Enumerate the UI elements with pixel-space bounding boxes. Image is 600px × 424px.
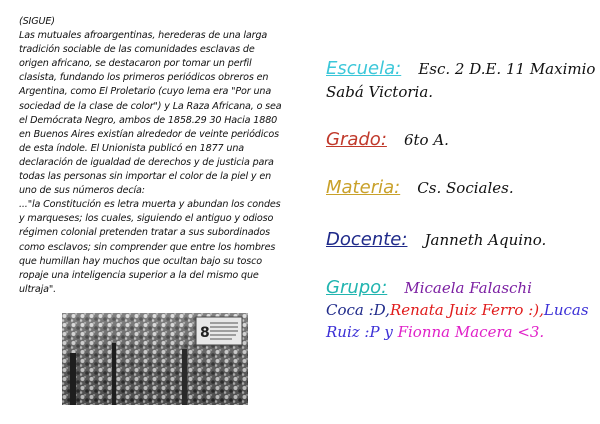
grupo-member-fionna: Fionna Macera <3. [397, 323, 545, 341]
grupo-member-micaela: Micaela Falaschi [404, 279, 532, 297]
docente-row [326, 229, 546, 250]
escuela-label: Escuela: [326, 58, 402, 79]
grupo-member-coca: Coca :D, [326, 301, 390, 319]
materia-row [326, 177, 514, 198]
grupo-line3 [326, 323, 544, 341]
grupo-member-renata: Renata Juiz Ferro :), [389, 301, 544, 319]
grupo-member-ruiz: Ruiz :P y [326, 323, 398, 341]
grupo-row [326, 277, 532, 298]
escuela-value-line1: Esc. 2 D.E. 11 Maximio [418, 60, 596, 78]
grado-label: Grado: [326, 129, 387, 150]
grado-row [326, 129, 449, 150]
article-paragraph: Las mutuales afroargentinas, herederas de una larga tradición sociable de las comunidades esclavas de origen africano, se destacaron por tomar un perfil clasista, fundando los primeros periódicos obreros en Argentina, como El Proletario (cuyo lema era "Por una sociedad de la clase de color") y La Raza Africana, o sea el Demócrata Negro, ambos de 1858.29 30 Hacia 1880 en Buenos Aires existían alrededor de veinte periódicos de esta índole. El Unionista publicó en 1877 una declaración de igualdad de derechos y de justicia para todas las personas sin importar el color de la piel y en uno de sus números decía: [19, 30, 282, 197]
grupo-label: Grupo: [326, 277, 388, 298]
grado-value: 6to A. [403, 131, 449, 149]
docente-value: Janneth Aquino. [424, 231, 547, 249]
escuela-row [326, 58, 595, 79]
escuela-value-line2: Sabá Victoria. [326, 83, 434, 101]
grupo-member-lucas: Lucas [543, 301, 589, 319]
sigue-label: (SIGUE) [19, 16, 55, 27]
article-text [19, 15, 287, 297]
materia-value: Cs. Sociales. [417, 179, 514, 197]
historical-crowd-photo [62, 313, 248, 405]
article-quote: ..."la Constitución es letra muerta y abundan los condes y marqueses; los cuales, siguiendo el antiguo y odioso régimen colonial pretenden tratar a sus subordinados como esclavos; sin comprender que entre los hombres que humillan hay muchos que ocultan bajo su tosco ropaje una inteligencia superior a la del mismo que ultraja". [19, 199, 281, 295]
docente-label: Docente: [326, 229, 408, 250]
svg-text:8: 8 [200, 325, 210, 341]
grupo-line2 [326, 301, 589, 319]
materia-label: Materia: [326, 177, 401, 198]
